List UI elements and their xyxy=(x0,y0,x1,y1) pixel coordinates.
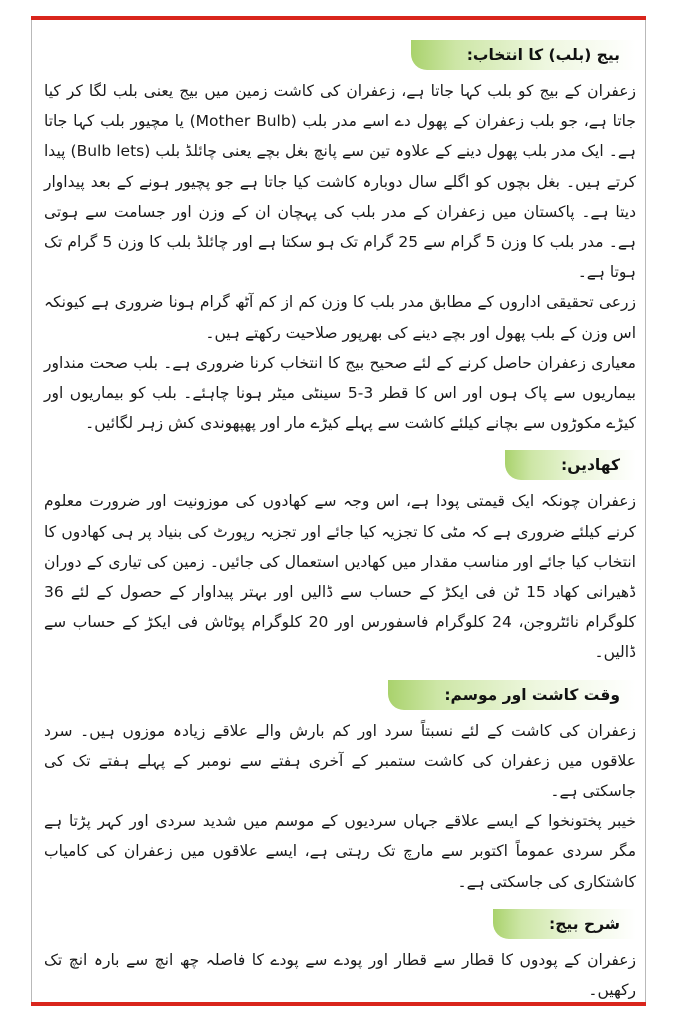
heading-label: وقت کاشت اور موسم: xyxy=(388,680,636,710)
section-seed-rate xyxy=(44,909,636,1005)
paragraph: زعفران چونکہ ایک قیمتی پودا ہے، اس وجہ سے کھادوں کی موزونیت اور ضرورت معلوم کرنے کیلئے ضروری ہے کہ مٹی کا تجزیہ کیا جائے اور تجزیہ رپورٹ کی بنیاد پر ہی کھادوں کا انتخاب کیا جائے اور مناسب مقدار میں کھادیں استعمال کی جائیں۔ زمین کی تیاری کے دوران ڈھیرانی کھاد 15 ٹن فی ایکڑ کے حساب سے ڈالیں اور بہتر پیداوار کے حصول کے لئے 36 کلوگرام نائٹروجن، 24 کلوگرام فاسفورس اور 20 کلوگرام پوٹاش فی ایکڑ کے حساب سے ڈالیں۔ xyxy=(44,492,636,662)
paragraph: زرعی تحقیقی اداروں کے مطابق مدر بلب کا وزن کم از کم آٹھ گرام ہونا ضروری ہے کیونکہ اس وزن کے بلب پھول اور بچے دینے کی بھرپور صلاحیت رکھتے ہیں۔ xyxy=(44,293,636,342)
paragraph: زعفران کے پودوں کا قطار سے قطار اور پودے سے پودے کا فاصلہ چھ انچ سے بارہ انچ تک رکھیں۔ xyxy=(44,950,636,1000)
heading-label: بیج (بلب) کا انتخاب: xyxy=(411,40,636,70)
heading-label: شرح بیج: xyxy=(493,909,636,939)
section-sowing-time xyxy=(44,680,636,897)
paragraph: خیبر پختونخوا کے ایسے علاقے جہاں سردیوں کے موسم میں شدید سردی اور کہر پڑتا ہے مگر سردی عموماً اکتوبر سے مارچ تک رہتی ہے، ایسے علاقوں میں زعفران کی کامیاب کاشتکاری کی جاسکتی ہے۔ xyxy=(44,812,636,891)
paragraph: زعفران کی کاشت کے لئے نسبتاً سرد اور کم بارش والے علاقے زیادہ موزوں ہیں۔ سرد علاقوں میں زعفران کی کاشت ستمبر کے آخری ہفتے سے نومبر کے پہلے ہفتے تک کی جاسکتی ہے۔ xyxy=(44,721,636,801)
top-red-rule xyxy=(31,16,646,20)
section-heading xyxy=(44,909,636,939)
section-bulb-selection xyxy=(44,40,636,438)
paragraph: معیاری زعفران حاصل کرنے کے لئے صحیح بیج کا انتخاب کرنا ضروری ہے۔ بلب صحت منداور بیماریوں سے پاک ہوں اور اس کا قطر 3-5 سینٹی میٹر ہونا چاہئے۔ بلب کو بیماریوں اور کیڑے مکوڑوں سے بچانے کیلئے کاشت سے پہلے کیڑے مار اور پھپھوندی کش زہر لگائیں۔ xyxy=(44,353,636,433)
section-heading xyxy=(44,40,636,70)
section-heading xyxy=(44,450,636,480)
heading-label: کھادیں: xyxy=(505,450,636,480)
article-body xyxy=(44,26,636,1005)
section-fertilizers xyxy=(44,450,636,667)
section-heading xyxy=(44,680,636,710)
paragraph: زعفران کے بیج کو بلب کہا جاتا ہے، زعفران کی کاشت زمین میں بیج یعنی بلب لگا کر کیا جاتا ہے، جو بلب زعفران کے پھول دے اسے مدر بلب (Mother Bulb) یا مچیور بلب کہا جاتا ہے۔ ایک مدر بلب پھول دینے کے علاوہ تین سے پانچ بغل بچے یعنی چائلڈ بلب (Bulb lets) پیدا کرتے ہیں۔ بغل بچوں کو اگلے سال دوبارہ کاشت کیا جاتا ہے جو پچیور ہونے کے بعد پیداوار دیتا ہے۔ پاکستان میں زعفران کے مدر بلب کی پہچان ان کے وزن اور جسامت سے ہوتی ہے۔ مدر بلب کا وزن 5 گرام سے 25 گرام تک ہو سکتا ہے اور چائلڈ بلب کا وزن 5 گرام تک ہوتا ہے۔ xyxy=(44,82,636,282)
